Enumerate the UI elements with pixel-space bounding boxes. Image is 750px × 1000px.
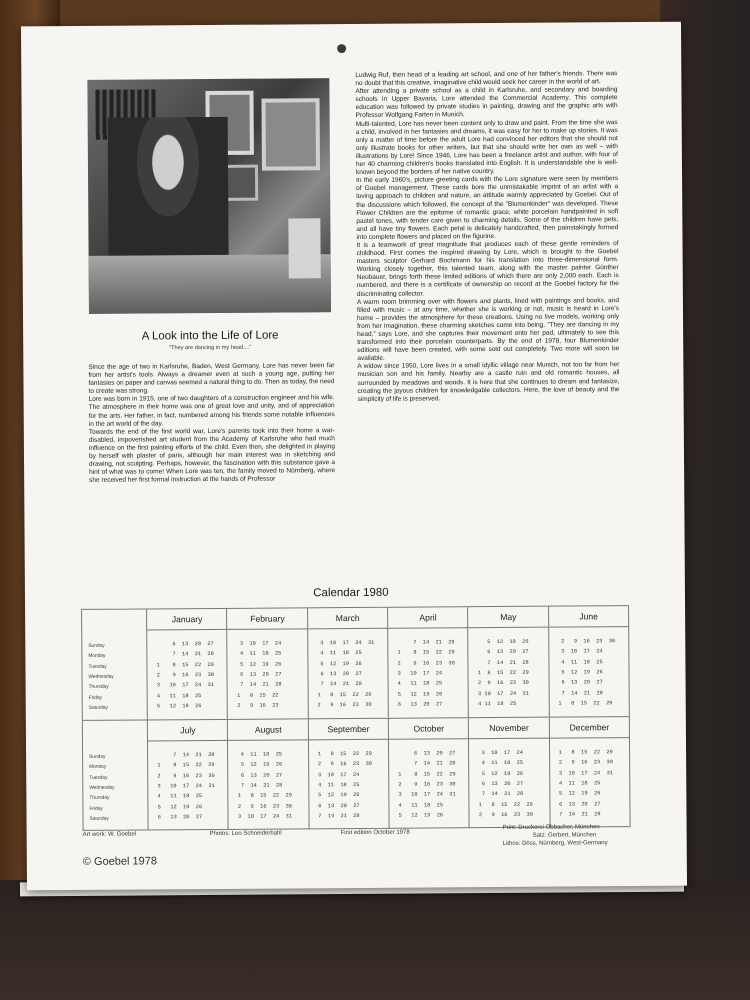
week-row: 4 11 18 25: [395, 801, 444, 809]
article-title: A Look into the Life of Lore: [141, 329, 279, 343]
week-row: 5 12 19 26: [555, 790, 601, 797]
week-row: 5 12 19 26: [153, 702, 202, 710]
week-row: 5 12 19 26: [154, 803, 203, 810]
week-row: 4 11 18 25: [394, 680, 443, 687]
month-name: May: [468, 607, 548, 629]
week-row: 2 9 16 23 30: [474, 679, 529, 687]
month-august: [227, 719, 309, 830]
copyright: © Goebel 1978: [82, 855, 158, 868]
weekday-label: Monday: [88, 654, 106, 660]
month-name: March: [308, 608, 388, 630]
weekday-label: Sunday: [88, 643, 105, 649]
week-row: 4 11 18 25: [474, 700, 517, 707]
week-row: 1 8 15 22 29: [474, 669, 529, 677]
week-row: 2 9 16 23 30: [314, 701, 372, 709]
week-row: 3 10 17 24: [554, 648, 603, 655]
week-row: 7 14 21 28: [154, 751, 215, 759]
week-row: 3 10 17 24: [233, 640, 282, 647]
week-row: 5 12 19 26: [314, 792, 360, 799]
week-row: 7 14 21 28: [233, 681, 282, 689]
week-row: 6 13 20 27: [234, 772, 283, 779]
week-row: 4 11 18 25: [554, 658, 603, 666]
credit-typesetting: Satz: Gerbert, München: [532, 832, 597, 839]
week-row: 3 10 17 24 31: [555, 769, 613, 777]
week-row: 3 10 17 24: [475, 749, 523, 757]
week-row: 3 10 17 24: [394, 670, 443, 677]
weekday-label: Saturday: [88, 705, 108, 711]
week-row: 7 14 21 28: [555, 689, 603, 697]
week-row: 6 13 20 27: [474, 649, 529, 656]
week-row: 7 14 21 28: [153, 651, 214, 658]
month-name: December: [549, 717, 629, 739]
week-row: 1 8 15 22 29: [234, 792, 292, 800]
week-row: 5 12 19 26: [314, 660, 362, 667]
article-right-column: [355, 70, 619, 404]
month-december: [548, 717, 630, 828]
week-row: 6 13 20 27: [154, 813, 203, 821]
week-row: 2 9 16 23 30: [314, 761, 372, 768]
month-march: [307, 608, 389, 719]
week-row: 2 9 16 23: [234, 702, 279, 709]
week-row: 5 12 19 26: [233, 661, 282, 668]
week-row: 1 8 15 22 29: [395, 770, 456, 778]
week-row: 2 9 16 23 30: [395, 781, 456, 788]
weekday-label: Thursday: [89, 795, 110, 802]
month-name: August: [228, 719, 308, 741]
week-row: 3 10 17 24: [314, 771, 360, 778]
week-row: 5 12 19 26: [474, 638, 529, 646]
week-row: 1 8 15 22 29: [153, 661, 214, 668]
credit-print: Print: Druckerei Obbacher, München: [502, 824, 600, 831]
weekday-label: Friday: [88, 695, 103, 701]
weekday-labels: [82, 609, 147, 719]
credit-edition: First edition October 1978: [340, 829, 410, 837]
week-row: 1 8 15 22 29: [154, 762, 215, 769]
week-row: 2 9 16 23 30: [475, 811, 533, 818]
week-row: 7 14 21 28: [475, 791, 524, 798]
weekday-labels: [83, 720, 148, 830]
month-name: January: [147, 609, 227, 631]
month-july: [147, 720, 229, 831]
week-row: 4 11 18 25: [475, 760, 524, 767]
week-row: 2 9 16 23 30: [554, 638, 616, 645]
paragraph: A warm room brimming over with flowers and plants, lined with paintings and books, and filled with music – at any time, whether she is working or not, music is heard in Lore's home – provides the atmosphere for these creations. Using no live models, working only from her imagination, these charming sketches come into being. "They are dancing in my head," says Lore, and she captures their movement onto her pad, ultimately to see this transformed into their porcelain counterparts. By the end of 1978, four Blumenkinder editions will have been created, with some sold out completely. Two more will soon be available.: [356, 296, 620, 363]
week-row: 3 10 17 24 31: [234, 813, 293, 820]
week-row: 7 14 21 28: [474, 659, 529, 666]
floor-bottom: [0, 880, 750, 1000]
week-row: 1 8 15 22: [233, 692, 279, 699]
month-november: [468, 718, 550, 829]
month-february: [226, 608, 308, 719]
week-row: 7 14 21 28: [395, 760, 456, 768]
week-row: 6 13 20 27: [394, 750, 456, 757]
paragraph: Towards the end of the first world war, Lore's parents took into their home a war-disabled, impoverished art student from the Academy of Karlsruhe who had much influence on the first painting efforts of the child. Even then, she delighted in playing by herself with plaster of paris, although her main interest was in sketching and drawing, not sculpting. Perhaps, however, the fascination with this substance gave a hint of what was to come! When Lore was ten, the family moved to Nürnberg, where she received her first formal instruction at the hands of Professor: [88, 426, 336, 485]
weekday-label: Tuesday: [88, 664, 107, 670]
week-row: 7 14 21 28: [315, 812, 360, 820]
week-row: 5 12 19 26: [475, 770, 524, 777]
calendar-page: [21, 22, 687, 891]
week-row: 4 11 18 25: [313, 650, 362, 657]
artist-photo: [87, 78, 331, 314]
paragraph: Lore was born in 1915, one of two daughters of a construction engineer and his wife. The atmosphere in their home was one of great love and unity, and of appreciation for the arts. Her father, in fact, numbered among his friends some notable influences in the art world of the day.: [88, 394, 335, 428]
week-row: 7 14 21 28: [555, 811, 601, 818]
paragraph: In the early 1960's, picture greeting cards with the Lore signature were seen by members of Goebel management. These cards bore the unmistakable imprint of an artist with a loving approach to children and nature, an attitude warmly appreciated by Goebel. Out of the discussions which followed, the concept of the "Blumenkinder" was developed. These Flower Children are the epitome of romantic grace, white porcelain handpainted in soft pastel tones, with tender care given to charming details. Some of the children have pets, and all have tiny flowers. Each petal is delicately handcrafted, then painstakingly formed into complete flowers and placed on the figurine.: [356, 175, 619, 241]
paragraph: Ludwig Ruf, then head of a leading art school, and one of her father's friends. There was no doubt that this creative, imaginative child would seek her career in the world of art.: [355, 70, 618, 88]
month-june: [548, 606, 630, 717]
week-row: 4 11 18 25: [233, 650, 282, 658]
week-row: 6 13 20 27: [555, 800, 601, 808]
week-row: 1 8 15 22 29: [314, 750, 372, 758]
calendar-row-first-half: [82, 606, 629, 720]
month-name: October: [389, 718, 469, 740]
calendar-grid: [81, 605, 631, 831]
week-row: 5 12 19 26: [234, 761, 283, 769]
week-row: 3 10 17 24 31: [313, 639, 375, 647]
calendar-title: Calendar 1980: [313, 586, 389, 600]
week-row: 3 10 17 24 31: [153, 682, 215, 689]
month-january: [146, 609, 228, 720]
month-name: September: [308, 719, 388, 741]
week-row: 3 10 17 24 31: [395, 791, 456, 798]
week-row: 5 12 19 26: [554, 669, 603, 676]
credit-photos: Photos: Leo Schneiderhahl: [209, 830, 282, 838]
weekday-label: Wednesday: [89, 785, 115, 791]
month-name: November: [469, 718, 549, 740]
weekday-label: Sunday: [89, 754, 106, 760]
month-name: June: [549, 606, 629, 628]
week-row: 3 10 17 24 31: [474, 690, 529, 697]
week-row: 6 13 20 27: [315, 802, 360, 809]
week-row: 1 8 15 22 29: [555, 749, 613, 756]
week-row: 2 9 16 23 30: [555, 759, 613, 766]
week-row: 4 11 18 25: [154, 793, 203, 800]
weekday-label: Friday: [89, 806, 103, 812]
week-row: 7 14 21 28: [234, 782, 283, 789]
week-row: 6 13 20 27: [233, 671, 282, 678]
weekday-label: Saturday: [89, 816, 109, 822]
week-row: 4 11 18 25: [153, 692, 202, 699]
weekday-label: Monday: [89, 765, 107, 771]
week-row: 1 8 15 22 29: [555, 699, 613, 707]
month-name: February: [227, 608, 307, 630]
week-row: 6 13 20 27: [314, 670, 362, 678]
week-row: 4 11 18 25: [555, 780, 601, 787]
weekday-label: Wednesday: [88, 674, 114, 680]
week-row: 1 8 15 22 29: [314, 691, 372, 698]
calendar-row-second-half: [83, 716, 630, 831]
week-row: 4 11 18 25: [314, 781, 360, 789]
month-april: [387, 607, 469, 718]
week-row: 1 8 15 22 29: [394, 649, 455, 657]
week-row: 7 14 21 28: [314, 681, 362, 688]
weekday-label: Thursday: [88, 684, 109, 691]
week-row: 6 13 20 27: [394, 701, 443, 708]
week-row: 1 8 15 22 29: [475, 801, 533, 808]
week-row: 4 11 18 25: [234, 751, 283, 758]
weekday-label: Tuesday: [89, 775, 108, 781]
month-may: [467, 607, 549, 718]
month-september: [307, 719, 389, 830]
month-name: April: [388, 607, 468, 629]
week-row: 2 9 16 23 30: [154, 772, 215, 779]
hanging-hole: [337, 44, 346, 53]
week-row: 5 12 19 26: [395, 812, 444, 819]
paragraph: After attending a private school as a child in Karlsruhe, and secondary and boarding schools in Upper Bavaria, Lore attended the Commercial Academy. This complete education was followed by private studies in painting, drawing and the graphic arts with Professor Wolfgang Farten in Munich.: [355, 86, 618, 120]
paragraph: Since the age of two in Karlsruhe, Baden, West Germany, Lore has never been far from her artist's tools. Always a dreamer even at such a young age, putting her fantasies on paper and canvas seemed a natural thing to do. Then as today, the need to create was strong.: [88, 362, 335, 396]
week-row: 6 13 20 27: [153, 640, 214, 648]
paragraph: It is a teamwork of great magnitude that produces each of these gentle reminders of childhood. First comes the inspired drawing by Lore, which is brought to the Goebel masters sculptor Gerhard Bochmann for his translation into three-dimensional form. Working closely together, this talented team, along with the master painter Günther Neubauer, brings forth these limited editions of which there are only 2,000 each. Each is numbered, and there is a certificate of ownership on record at the Goebel factory for the discriminating collector.: [356, 240, 619, 298]
article-left-column: [88, 362, 335, 485]
week-row: 2 9 16 23 30: [153, 671, 214, 679]
credit-artwork: Art work: W. Goebel: [82, 831, 137, 838]
week-row: 6 13 20 27: [555, 679, 603, 686]
month-name: July: [148, 720, 228, 742]
credit-lithos: Lithos: Döss, Nürnberg, West-Germany: [502, 840, 608, 847]
month-october: [388, 718, 470, 829]
week-row: 3 10 17 24 31: [154, 782, 215, 790]
paragraph: Multi-talented, Lore has never been content only to draw and paint. From the time she was a child, involved in her fantasies and dreams, it was easy for her to make up stories. It was only a matter of time before the adult Lore had convinced her editors that she should not only illustrate books for other writers, but that she should write her own as well – with illustrations by Lore! Since 1946, Lore has been a freelance artist and author, with four of her 40 charming children's books translated into English. It is understandable she is well-known beyond the borders of her native country.: [355, 118, 618, 177]
week-row: 5 12 19 26: [394, 690, 443, 698]
week-row: 2 9 16 23 30: [394, 659, 455, 667]
week-row: 6 13 20 27: [475, 780, 524, 788]
week-row: 2 9 16 23 30: [234, 802, 292, 810]
paragraph: A widow since 1950, Lore lives in a small idyllic village near Munich, not too far from her musician son and his family. Nearby are a castle ruin and old romantic houses, all surrounded by meadows and woods. It is here that she continues to dream and fantasize, creating the joyous children for knowledgable collectors. Here, the love of beauty and the simplicity of life is preserved.: [357, 361, 620, 403]
article-subtitle: "They are dancing in my head....": [169, 344, 252, 352]
week-row: 7 14 21 28: [394, 639, 455, 646]
